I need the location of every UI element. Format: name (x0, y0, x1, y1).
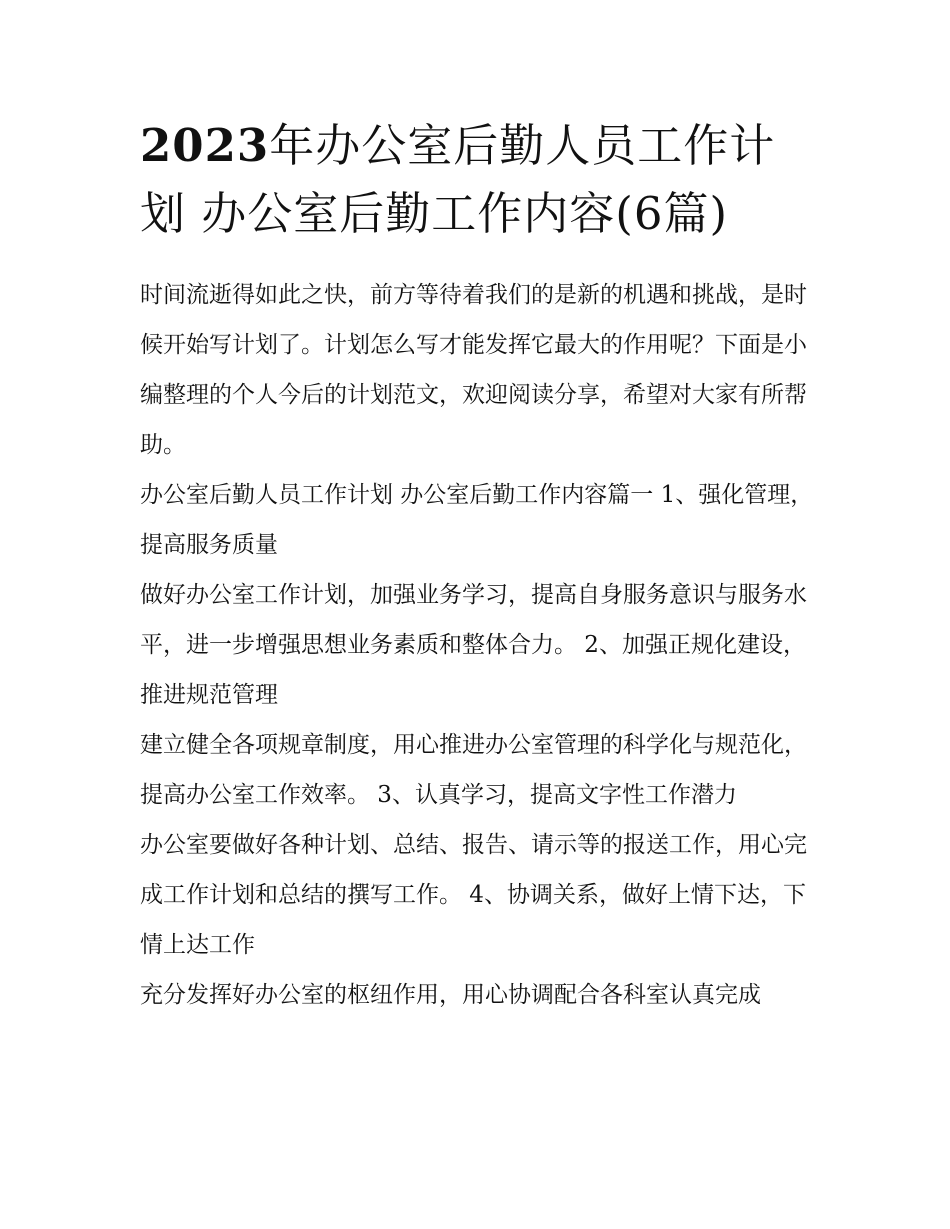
paragraph-intro: 时间流逝得如此之快，前方等待着我们的是新的机遇和挑战，是时候开始写计划了。计划怎么写才能发挥它最大的作用呢？下面是小编整理的个人今后的计划范文，欢迎阅读分享，希望对大家有所帮助。 (140, 282, 807, 458)
paragraph-section-4-body: 充分发挥好办公室的枢纽作用，用心协调配合各科室认真完成 (140, 982, 761, 1008)
title-text: 年办公室后勤人员工作计划 办公室后勤工作内容(6篇) (140, 119, 776, 240)
paragraph-section-2-body: 建立健全各项规章制度，用心推进办公室管理的科学化与规范化，提高办公室工作效率。 3、认真学习，提高文字性工作潜力 (140, 732, 807, 808)
paragraph-section-1-heading: 办公室后勤人员工作计划 办公室后勤工作内容篇一 1、强化管理，提高服务质量 (140, 482, 814, 558)
paragraph-section-3-body: 办公室要做好各种计划、总结、报告、请示等的报送工作，用心完成工作计划和总结的撰写工作。 4、协调关系，做好上情下达，下情上达工作 (140, 832, 807, 958)
document-title (140, 112, 814, 248)
paragraph-section-1-body: 做好办公室工作计划，加强业务学习，提高自身服务意识与服务水平，进一步增强思想业务素质和整体合力。 2、加强正规化建设，推进规范管理 (140, 582, 807, 708)
title-year: 2023 (140, 119, 270, 172)
